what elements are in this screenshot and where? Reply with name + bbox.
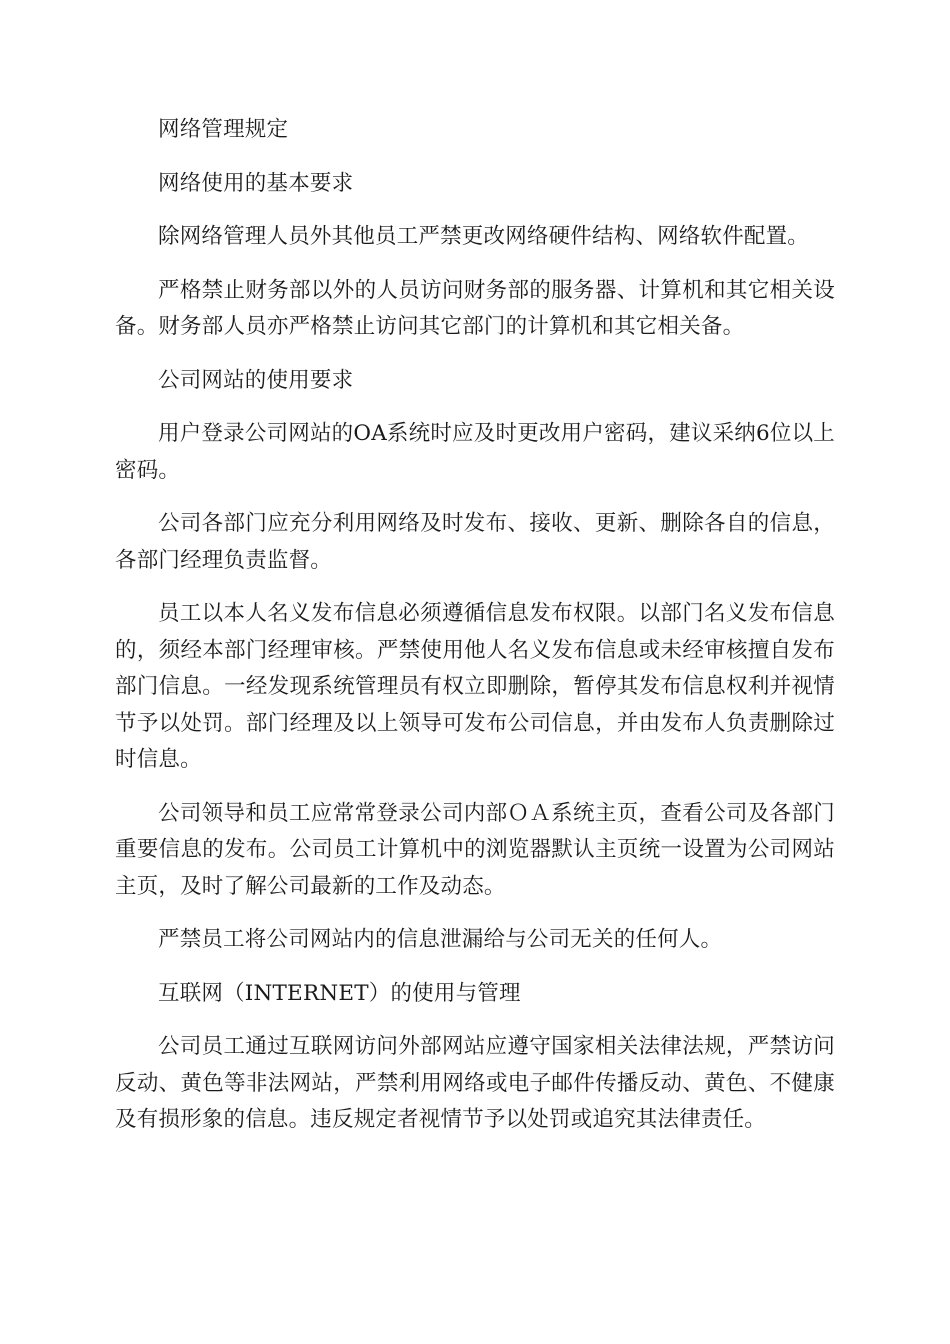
section-heading-website-usage: 公司网站的使用要求 xyxy=(158,367,354,393)
paragraph: 公司各部门应充分利用网络及时发布、接收、更新、删除各自的信息，各部门经理负责监督。 xyxy=(115,511,835,573)
paragraph: 严格禁止财务部以外的人员访问财务部的服务器、计算机和其它相关设备。财务部人员亦严格禁止访问其它部门的计算机和其它相关备。 xyxy=(115,277,835,339)
section-heading-internet: 互联网（INTERNET）的使用与管理 xyxy=(158,980,521,1006)
paragraph: 严禁员工将公司网站内的信息泄漏给与公司无关的任何人。 xyxy=(158,927,723,952)
paragraph: 除网络管理人员外其他员工严禁更改网络硬件结构、网络软件配置。 xyxy=(158,224,810,249)
paragraph: 公司领导和员工应常常登录公司内部ＯＡ系统主页，查看公司及各部门重要信息的发布。公司员工计算机中的浏览器默认主页统一设置为公司网站主页，及时了解公司最新的工作及动态。 xyxy=(115,800,835,899)
document-title: 网络管理规定 xyxy=(158,117,289,142)
section-heading-basic-requirements: 网络使用的基本要求 xyxy=(158,170,354,196)
paragraph: 员工以本人名义发布信息必须遵循信息发布权限。以部门名义发布信息的，须经本部门经理审核。严禁使用他人名义发布信息或未经审核擅自发布部门信息。一经发现系统管理员有权立即删除，暂停其发布信息权利并视情节予以处罚。部门经理及以上领导可发布公司信息，并由发布人负责删除过时信息。 xyxy=(115,601,835,772)
paragraph: 公司员工通过互联网访问外部网站应遵守国家相关法律法规，严禁访问反动、黄色等非法网站，严禁利用网络或电子邮件传播反动、黄色、不健康及有损形象的信息。违反规定者视情节予以处罚或追究其法律责任。 xyxy=(115,1034,835,1132)
paragraph: 用户登录公司网站的OA系统时应及时更改用户密码，建议采纳6位以上密码。 xyxy=(115,421,835,483)
document-body xyxy=(115,112,835,1156)
